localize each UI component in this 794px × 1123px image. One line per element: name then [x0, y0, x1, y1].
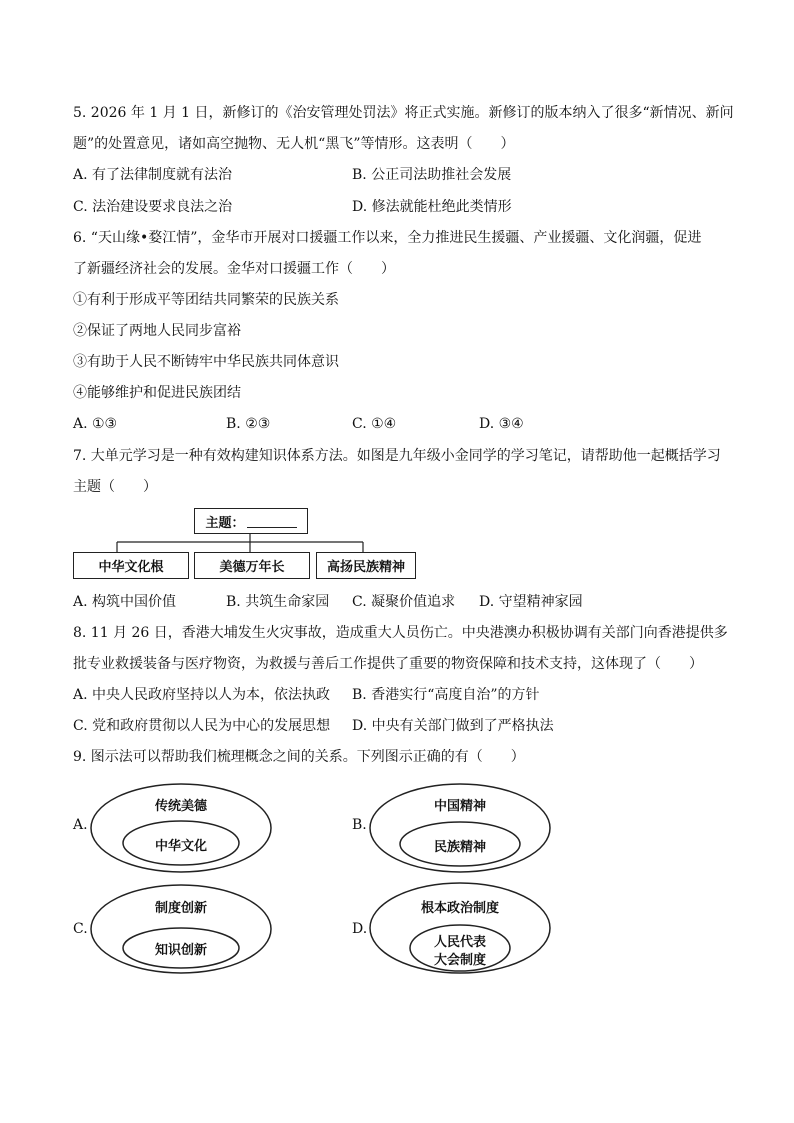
q7-topic-label: 主题： [205, 515, 245, 531]
q7-option-a: A. 构筑中国价值 [73, 594, 177, 610]
q9-diagram-b-label: B. [352, 817, 367, 833]
q9-diagram-d-label: D. [352, 921, 368, 937]
q5-option-d: D. 修法就能杜绝此类情形 [352, 199, 512, 215]
q9-diagram-c [89, 883, 273, 975]
q6-stem-line2: 了新疆经济社会的发展。金华对口援疆工作（ ） [73, 261, 395, 277]
q9-diagram-d-inner-line2: 大会制度 [433, 953, 486, 968]
q6-stem-line1: 6. “天山缘•婺江情”，金华市开展对口援疆工作以来，全力推进民生援疆、产业援疆、文化润疆，促进 [73, 230, 702, 246]
q7-topic-blank [247, 515, 297, 528]
q6-option-c: C. ①④ [352, 416, 397, 432]
q6-item-1: ①有利于形成平等团结共同繁荣的民族关系 [73, 292, 339, 308]
q7-topic-box [194, 508, 308, 534]
q7-stem-line2: 主题（ ） [73, 479, 157, 495]
q9-diagram-c-outer: 制度创新 [154, 901, 207, 916]
q5-option-a: A. 有了法律制度就有法治 [73, 167, 233, 183]
q5-stem-line1: 5. 2026 年 1 月 1 日，新修订的《治安管理处罚法》将正式实施。新修订的版本纳入了很多“新情况、新问 [73, 105, 734, 121]
q9-diagram-c-label: C. [73, 921, 88, 937]
q9-diagram-b [368, 782, 552, 874]
q6-option-b: B. ②③ [226, 416, 271, 432]
q6-option-a: A. ①③ [73, 416, 118, 432]
q5-option-c: C. 法治建设要求良法之治 [73, 199, 233, 215]
q8-option-b: B. 香港实行“高度自治”的方针 [352, 687, 540, 703]
q9-diagram-d [368, 881, 552, 975]
q7-box-2: 美德万年长 [194, 552, 310, 579]
q9-diagram-b-inner: 民族精神 [433, 840, 486, 855]
q8-option-a: A. 中央人民政府坚持以人为本，依法执政 [73, 687, 331, 703]
q5-stem-line2: 题”的处置意见，诸如高空抛物、无人机“黑飞”等情形。这表明（ ） [73, 136, 515, 152]
q9-diagram-d-inner-line1: 人民代表 [433, 935, 486, 950]
q7-box-3: 高扬民族精神 [316, 552, 416, 579]
q6-item-4: ④能够维护和促进民族团结 [73, 385, 241, 401]
q7-box-1: 中华文化根 [73, 552, 189, 579]
q9-diagram-a [89, 782, 273, 874]
q8-option-d: D. 中央有关部门做到了严格执法 [352, 718, 554, 734]
q9-diagram-c-inner: 知识创新 [154, 943, 207, 958]
q7-option-d: D. 守望精神家园 [479, 594, 583, 610]
q7-option-b: B. 共筑生命家园 [226, 594, 330, 610]
q8-stem-line1: 8. 11 月 26 日，香港大埔发生火灾事故，造成重大人员伤亡。中央港澳办积极协调有关部门向香港提供多 [73, 625, 728, 641]
q6-item-3: ③有助于人民不断铸牢中华民族共同体意识 [73, 354, 339, 370]
q5-option-b: B. 公正司法助推社会发展 [352, 167, 512, 183]
q9-diagram-d-outer: 根本政治制度 [420, 901, 499, 916]
q9-stem: 9. 图示法可以帮助我们梳理概念之间的关系。下列图示正确的有（ ） [73, 749, 525, 765]
q8-stem-line2: 批专业救援装备与医疗物资，为救援与善后工作提供了重要的物资保障和技术支持，这体现了（ ） [73, 656, 703, 672]
q9-diagram-a-outer: 传统美德 [154, 799, 207, 814]
q6-item-2: ②保证了两地人民同步富裕 [73, 323, 241, 339]
q8-option-c: C. 党和政府贯彻以人民为中心的发展思想 [73, 718, 331, 734]
q9-diagram-a-label: A. [73, 817, 88, 833]
q9-diagram-a-inner: 中华文化 [154, 839, 207, 854]
q9-diagram-b-outer: 中国精神 [433, 799, 486, 814]
q7-option-c: C. 凝聚价值追求 [352, 594, 456, 610]
q7-stem-line1: 7. 大单元学习是一种有效构建知识体系方法。如图是九年级小金同学的学习笔记，请帮助他一起概括学习 [73, 448, 721, 464]
q6-option-d: D. ③④ [479, 416, 524, 432]
